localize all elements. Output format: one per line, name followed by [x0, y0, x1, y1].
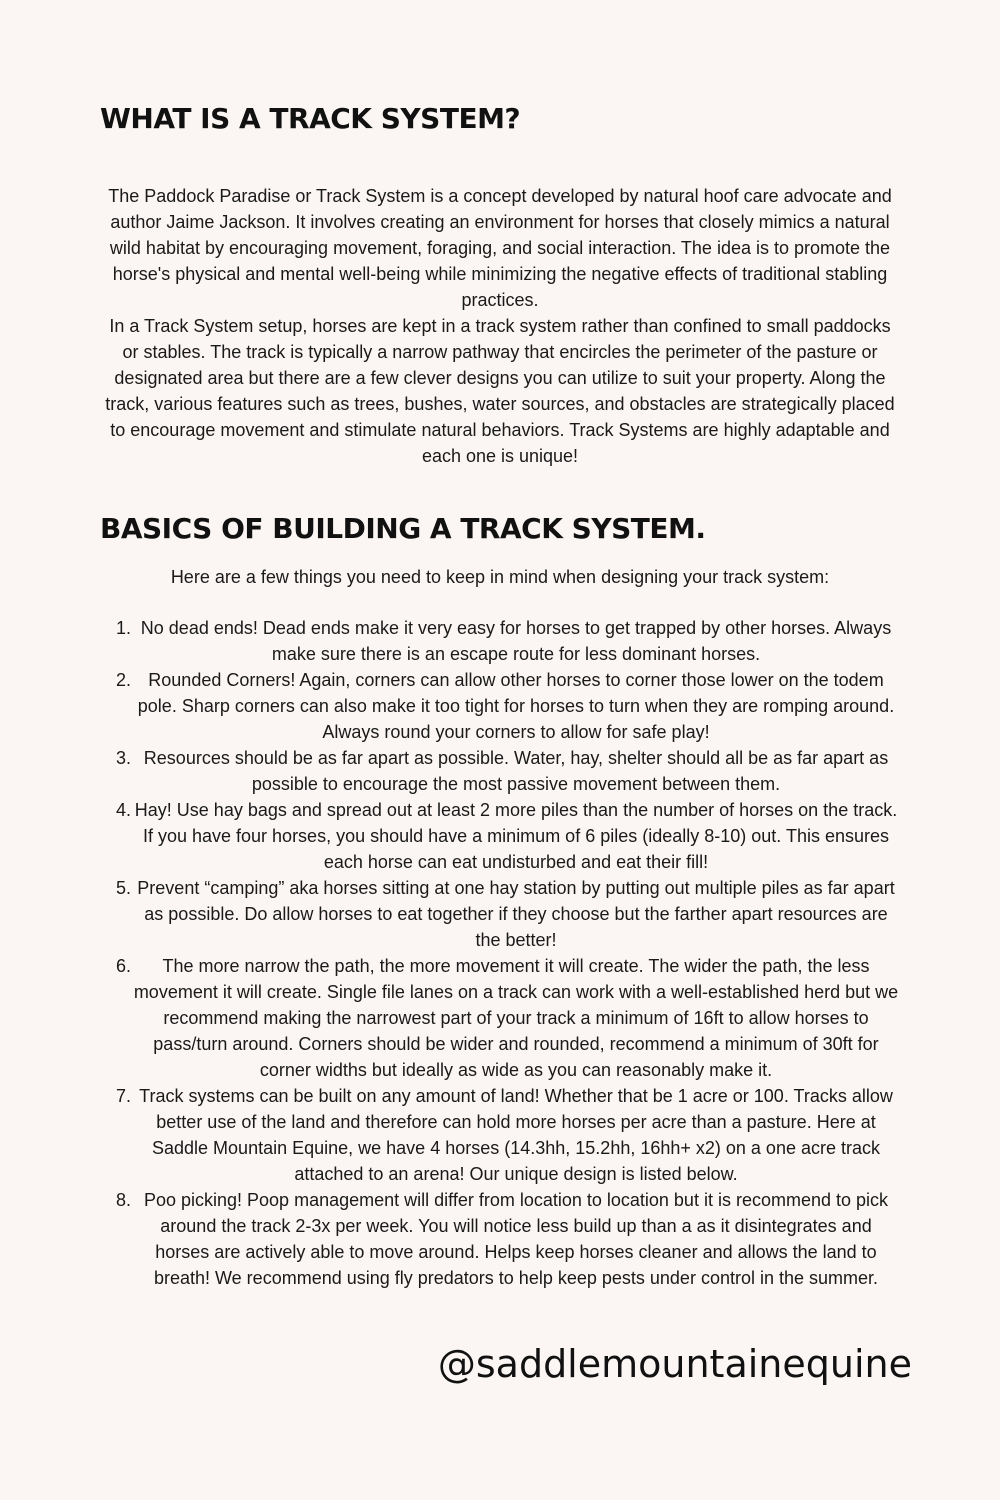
list-item-text: Prevent “camping” aka horses sitting at one hay station by putting out multiple piles as far apart as possible. Do allow horses to eat together if they choose but the farther apart resources are the better!	[137, 878, 895, 950]
section-heading-what-is: WHAT IS A TRACK SYSTEM?	[100, 102, 521, 135]
list-item-text: Rounded Corners! Again, corners can allow other horses to corner those lower on the todem pole. Sharp corners can also make it too tight for horses to turn when they are romping around. Always round your corners to allow for safe play!	[137, 670, 895, 742]
list-item-number: 8.	[116, 1190, 132, 1210]
paragraph-intro: The Paddock Paradise or Track System is a concept developed by natural hoof care advocate and author Jaime Jackson. It involves creating an environment for horses that closely mimics a natural wild habitat by encouraging movement, foraging, and social interaction. The idea is to promote the horse's physical and mental well-being while minimizing the negative effects of traditional stabling practices.	[108, 186, 892, 310]
list-item	[100, 1187, 900, 1291]
list-item	[100, 875, 900, 953]
basics-intro-text: Here are a few things you need to keep in mind when designing your track system:	[170, 567, 830, 587]
paragraph-track-setup: In a Track System setup, horses are kept in a track system rather than confined to small paddocks or stables. The track is typically a narrow pathway that encircles the perimeter of the pasture or designated area but there are a few clever designs you can utilize to suit your property. Along the track, various features such as trees, bushes, water sources, and obstacles are strategically placed to encourage movement and stimulate natural behaviors. Track Systems are highly adaptable and each one is unique!	[105, 316, 895, 466]
basics-list	[100, 615, 900, 1291]
list-item-text: Hay! Use hay bags and spread out at least 2 more piles than the number of horses on the track. If you have four horses, you should have a minimum of 6 piles (ideally 8-10) out. This ensures each horse can eat undisturbed and eat their fill!	[134, 800, 898, 872]
social-handle: @saddlemountainequine	[437, 1342, 912, 1386]
list-item	[100, 615, 900, 667]
section-heading-basics: BASICS OF BUILDING A TRACK SYSTEM.	[100, 512, 706, 545]
list-item	[100, 797, 900, 875]
list-item-text: Poo picking! Poop management will differ from location to location but it is recommend to pick around the track 2-3x per week. You will notice less build up than a as it disintegrates and horses are actively able to move around. Helps keep horses cleaner and allows the land to breath! We recommend using fly predators to help keep pests under control in the summer.	[143, 1190, 889, 1288]
list-item-text: The more narrow the path, the more movement it will create. The wider the path, the less movement it will create. Single file lanes on a track can work with a well-established herd but we recommend making the narrowest part of your track a minimum of 16ft to allow horses to pass/turn around. Corners should be wider and rounded, recommend a minimum of 30ft for corner widths but ideally as wide as you can reasonably make it.	[133, 956, 899, 1080]
list-item	[100, 667, 900, 745]
list-item-number: 7.	[116, 1086, 132, 1106]
list-item-number: 2.	[116, 670, 132, 690]
list-item-number: 6.	[116, 956, 132, 976]
list-item-number: 5.	[116, 878, 132, 898]
list-item-number: 3.	[116, 748, 132, 768]
list-item	[100, 953, 900, 1083]
list-item	[100, 1083, 900, 1187]
list-item-text: No dead ends! Dead ends make it very easy for horses to get trapped by other horses. Always make sure there is an escape route for less dominant horses.	[140, 618, 892, 664]
list-item-text: Resources should be as far apart as possible. Water, hay, shelter should all be as far apart as possible to encourage the most passive movement between them.	[143, 748, 889, 794]
list-item-text: Track systems can be built on any amount of land! Whether that be 1 acre or 100. Tracks allow better use of the land and therefore can hold more horses per acre than a pasture. Here at Saddle Mountain Equine, we have 4 horses (14.3hh, 15.2hh, 16hh+ x2) on a one acre track attached to an arena! Our unique design is listed below.	[139, 1086, 893, 1184]
list-item-number: 4.	[116, 800, 132, 820]
list-item	[100, 745, 900, 797]
list-item-number: 1.	[116, 618, 132, 638]
